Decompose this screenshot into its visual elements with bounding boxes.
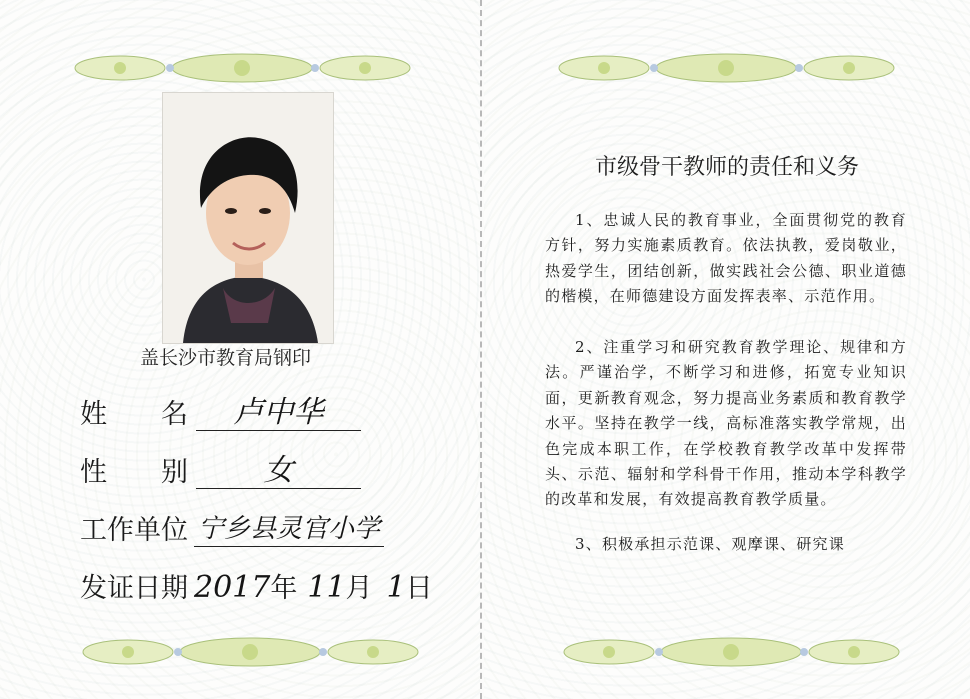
duty-paragraph-3: 3、积极承担示范课、观摩课、研究课 bbox=[575, 535, 845, 553]
bottom-ornament-right bbox=[559, 634, 904, 670]
top-ornament-left bbox=[70, 50, 415, 86]
stamp-note: 盖长沙市教育局钢印 bbox=[140, 347, 312, 369]
gender-value: 女 bbox=[196, 454, 361, 489]
month-unit: 月 bbox=[345, 573, 373, 604]
portrait-photo bbox=[162, 92, 334, 344]
duty-paragraph-1: 1、忠诚人民的教育事业，全面贯彻党的教育方针，努力实施素质教育。依法执教，爱岗敬业，热爱学生，团结创新，做实践社会公德、职业道德的楷模，在师德建设方面发挥表率、示范作用。 bbox=[545, 211, 907, 306]
duties-title: 市级骨干教师的责任和义务 bbox=[594, 155, 859, 180]
day-unit: 日 bbox=[405, 573, 433, 604]
ornament-graphic bbox=[554, 50, 899, 86]
issue-year: 2017 bbox=[194, 570, 271, 605]
ornament-graphic bbox=[70, 50, 415, 86]
portrait-image bbox=[163, 93, 333, 343]
ornament-graphic bbox=[78, 634, 423, 670]
issue-day: 1 bbox=[386, 570, 406, 605]
workplace-label: 工作单位 bbox=[80, 515, 188, 546]
name-label: 姓 名 bbox=[80, 399, 188, 430]
issue-date-label: 发证日期 bbox=[80, 573, 188, 604]
left-page bbox=[0, 0, 480, 699]
gender-field bbox=[80, 450, 361, 489]
bottom-ornament-left bbox=[78, 634, 423, 670]
issue-date-field bbox=[80, 566, 433, 605]
name-field bbox=[80, 392, 361, 431]
duty-paragraph-2: 2、注重学习和研究教育教学理论、规律和方法。严谨治学，不断学习和进修，拓宽专业知识面，更新教育观念，努力提高业务素质和教育教学水平。坚持在教学一线，高标准落实教学常规，出色完成本职工作，在学校教育教学改革中发挥带头、示范、辐射和学科骨干作用，推动本学科教学的改革和发展，有效提高教育教学质量。 bbox=[545, 338, 907, 509]
workplace-field bbox=[80, 508, 384, 547]
ornament-graphic bbox=[559, 634, 904, 670]
top-ornament-right bbox=[554, 50, 899, 86]
year-unit: 年 bbox=[270, 573, 298, 604]
workplace-value: 宁乡县灵官小学 bbox=[194, 512, 384, 547]
gender-label: 性 别 bbox=[80, 457, 188, 488]
name-value: 卢中华 bbox=[196, 396, 361, 431]
issue-month: 11 bbox=[307, 570, 346, 605]
